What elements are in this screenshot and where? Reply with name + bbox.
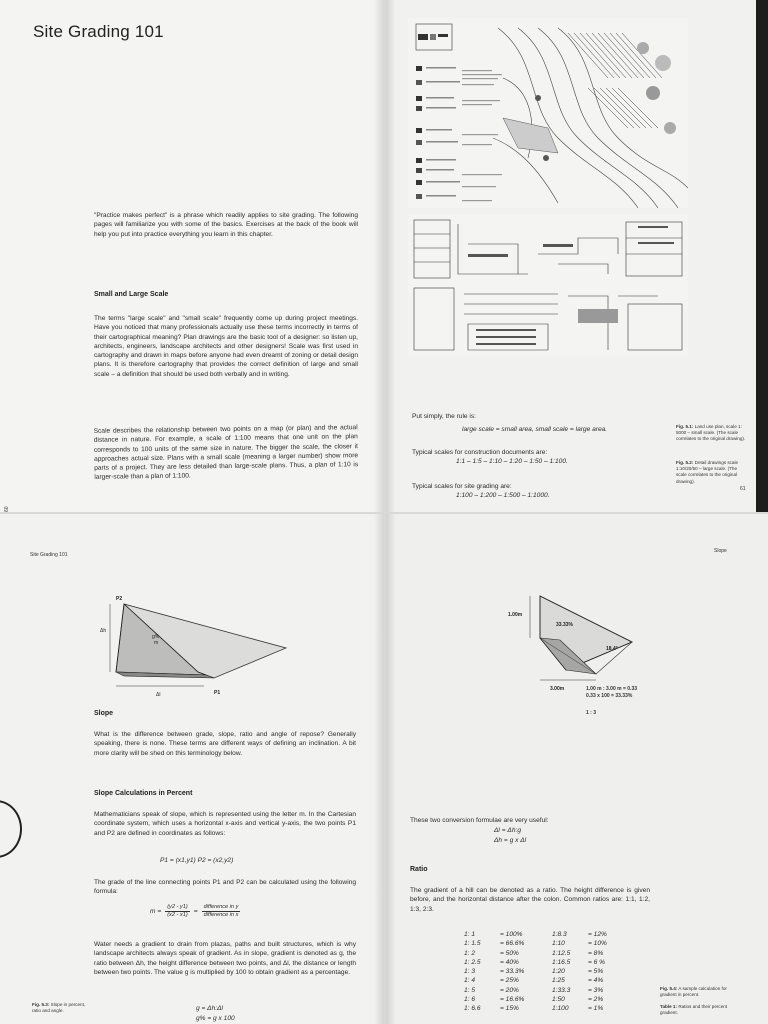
table-row: [552, 939, 647, 948]
caption-fig-5-3: [32, 1002, 90, 1014]
caption-fig-5-3-label: Fig. 5.3:: [32, 1002, 50, 1007]
intro-paragraph: "Practice makes perfect" is a phrase which readily applies to site grading. The following pages will familiarize you with some of the basics. Exercises at the back of the book will help you put into practice everything you learn in this chapter.: [94, 212, 358, 238]
ratio-table-right: [552, 930, 647, 1014]
table-row: [464, 995, 559, 1004]
ratio-cell: 1: 3: [464, 968, 475, 976]
percent-cell: = 25%: [500, 977, 519, 985]
calc-line-2: 0.33 x 100 = 33.33%: [586, 693, 633, 699]
caption-table-1-text: Ratios and their percent gradient.: [660, 1004, 728, 1016]
detail-drawings-figure: [408, 214, 688, 356]
percent-cell: = 16.6%: [500, 996, 525, 1004]
formula-fraction: [165, 904, 190, 919]
conversion-formula-1: Δl = Δh:g: [494, 827, 521, 834]
formula-numerator-words: difference in y: [203, 904, 239, 910]
formula-denominator-words: difference in x: [203, 912, 239, 918]
paragraph-coordinates: Mathematicians speak of slope, which is represented using the letter m. In the Cartesian coordinate system, which uses a horizontal x-axis and vertical y-axis, the two points P1 and P2 are defined in coordinates as follows:: [94, 811, 356, 837]
page-bottom-right: [386, 514, 768, 1024]
land-use-plan-figure: [408, 18, 688, 208]
ratio-cell: 1: 1: [464, 931, 475, 938]
label-angle: 18.4°: [606, 646, 618, 652]
ratio-cell: 1:33.3: [552, 986, 571, 994]
page-number-left: 60: [4, 506, 10, 512]
gutter-shadow: [386, 514, 396, 1024]
caption-fig-5-3-text: Slope in percent, ratio and angle.: [32, 1002, 86, 1014]
table-row: [464, 1004, 559, 1013]
caption-fig-5-4-text: A sample calculation for gradient in percent.: [660, 986, 727, 998]
table-row: [464, 958, 559, 967]
grading-scales-intro: Typical scales for site grading are:: [412, 483, 512, 490]
percent-cell: = 40%: [500, 958, 519, 966]
ratio-cell: 1: 5: [464, 986, 475, 994]
label-g: g%: [152, 634, 160, 640]
label-m: m: [154, 640, 159, 646]
ratio-table-left: [464, 930, 559, 1014]
percent-cell: = 4%: [588, 977, 604, 985]
construction-scales-intro: Typical scales for construction documents are:: [412, 449, 548, 456]
table-row: [552, 930, 647, 939]
paragraph-ratio: The gradient of a hill can be denoted as a ratio. The height difference is given before, and the horizontal distance after the colon. Common ratios are: 1:1, 1:2, 1:3, 2:3.: [410, 887, 650, 913]
ratio-cell: 1:8.3: [552, 931, 567, 938]
table-row: [552, 958, 647, 967]
gradient-formula-1: g = Δh:Δl: [196, 1005, 223, 1012]
table-row: [464, 986, 559, 995]
table-row: [552, 967, 647, 976]
formula-numerator: (y2 - y1): [167, 904, 188, 910]
ratio-cell: 1: 6: [464, 996, 475, 1004]
conversion-formula-2: Δh = g x Δl: [494, 837, 527, 844]
percent-cell: = 5%: [588, 968, 604, 976]
scale-rule: large scale = small area, small scale = large area.: [462, 426, 608, 433]
paragraph-grade: The grade of the line connecting points P1 and P2 can be calculated using the following formula:: [94, 879, 356, 896]
heading-slope: Slope: [94, 710, 114, 717]
ratio-cell: 1: 4: [464, 977, 475, 985]
percent-cell: = 1%: [588, 1005, 604, 1013]
heading-ratio: Ratio: [410, 866, 428, 873]
conversion-intro: These two conversion formulae are very useful:: [410, 817, 549, 824]
table-row: [464, 949, 559, 958]
paragraph-scale-definition: Scale describes the relationship between two points on a map (or plan) and the actual distance in nature. For example, a scale of 1:100 means that one unit on the plan corresponds to 100 units of the same size in nature. The bigger the scale, the closer it approaches actual size. Plans with a small scale (meaning a larger number) show more parts of a project. They are less detailed than large-scale plans. Thus, a plan of 1:10 is larger-scale than a plan of 1:100.: [93, 424, 359, 482]
formula-fraction-words: [202, 904, 241, 919]
paragraph-gradient: Water needs a gradient to drain from plazas, paths and built structures, which is why landscape architects always speak of gradient. As in slope, gradient is denoted as g, the ratio between Δh, the height difference between two points, and Δl, the distance or length between two points. The value g is multiplied by 100 to obtain gradient as a percentage.: [94, 941, 356, 976]
table-row: [464, 967, 559, 976]
ratio-cell: 1:100: [552, 1005, 569, 1013]
gutter-shadow: [386, 0, 396, 512]
label-dh: Δh: [100, 628, 107, 634]
formula-equals: =: [193, 907, 198, 915]
running-head-left: Site Grading 101: [30, 552, 68, 558]
ratio-cell: 1: 6.6: [464, 1005, 481, 1013]
table-row: [552, 949, 647, 958]
formula-m: m =: [150, 907, 162, 915]
label-p2: P2: [116, 596, 123, 602]
label-percent: 33.33%: [556, 622, 573, 628]
caption-fig-5-2-label: Fig. 5.2:: [676, 460, 694, 465]
percent-cell: = 6 %: [588, 958, 606, 966]
caption-table-1: [660, 1004, 732, 1016]
gutter-shadow: [374, 514, 384, 1024]
table-row: [464, 930, 559, 939]
ratio-cell: 1: 2.5: [464, 958, 481, 966]
paragraph-scale-terms: The terms "large scale" and "small scale" frequently come up during project meetings. Have you noticed that many professionals actually use these terms incorrectly in terms of their cartographical meaning? Plan drawings are the basic tool of a designer: so listen up, architects, engineers, landscape architects and other designers! Scale was first used in cartography and drawn in maps before anyone had even dreamt of zoning or detail design plans. It is therefore cartography that provides the correct definition of large and small scale – a definition that should be used both verbally and in writing.: [94, 315, 358, 378]
ratio-cell: 1:12.5: [552, 949, 571, 957]
page-top-right: [386, 0, 768, 512]
caption-fig-5-4: [660, 986, 732, 998]
label-dl: Δl: [156, 692, 161, 698]
paragraph-slope: What is the difference between grade, slope, ratio and angle of repose? Generally speaking, there is none. These terms are different ways of defining an inclination. A bit more clarity will be shed on this terminology below.: [94, 731, 356, 757]
heading-slope-percent: Slope Calculations in Percent: [94, 790, 193, 797]
binding-ring: [0, 800, 22, 858]
percent-cell: = 12%: [588, 931, 607, 938]
slope-formula: [150, 904, 240, 919]
label-p1: P1: [214, 690, 221, 696]
percent-cell: = 50%: [500, 949, 519, 957]
ratio-result: 1 : 3: [586, 710, 597, 716]
grading-scales: 1:100 – 1:200 – 1:500 – 1:1000.: [456, 492, 550, 499]
ratio-cell: 1: 2: [464, 949, 475, 957]
running-head-right: Slope: [714, 548, 727, 554]
percent-cell: = 10%: [588, 940, 607, 948]
table-row: [552, 986, 647, 995]
calc-line-1: 1.00 m : 3.00 m = 0.33: [586, 686, 638, 692]
caption-fig-5-2: [676, 460, 748, 485]
heading-small-large-scale: Small and Large Scale: [94, 291, 169, 298]
table-row: [552, 976, 647, 985]
percent-cell: = 15%: [500, 1005, 519, 1013]
label-height: 1.00m: [508, 612, 523, 618]
percent-cell: = 8%: [588, 949, 604, 957]
ratio-cell: 1:50: [552, 996, 565, 1004]
page-number-right: 61: [740, 486, 746, 492]
table-row: [552, 1004, 647, 1013]
label-length: 3.00m: [550, 686, 565, 692]
rule-intro: Put simply, the rule is:: [412, 413, 477, 420]
formula-denominator: (x2 - x1): [167, 912, 188, 918]
caption-fig-5-2-text: Detail drawings scale 1:10/20/50 – large scale. (The scale correlates to the original drawing).: [676, 460, 739, 484]
percent-cell: = 100%: [500, 931, 523, 938]
page-edge: [756, 0, 768, 512]
table-row: [552, 995, 647, 1004]
percent-cell: = 3%: [588, 986, 604, 994]
ratio-cell: 1:25: [552, 977, 565, 985]
table-row: [464, 976, 559, 985]
slope-diagram: [96, 586, 296, 704]
percent-cell: = 20%: [500, 986, 519, 994]
page-top-left: [0, 0, 384, 512]
points-formula: P1 = (x1,y1) P2 = (x2,y2): [160, 857, 234, 864]
ratio-cell: 1:20: [552, 968, 565, 976]
ratio-cell: 1: 1.5: [464, 940, 481, 948]
caption-fig-5-4-label: Fig. 5.4:: [660, 986, 678, 991]
table-row: [464, 939, 559, 948]
caption-table-1-label: Table 1:: [660, 1004, 678, 1009]
ratio-cell: 1:10: [552, 940, 565, 948]
caption-fig-5-1-label: Fig. 5.1:: [676, 424, 694, 429]
caption-fig-5-1-text: Land use plan, scale 1: 5000 – small scale. (The scale correlates to the original drawing).: [676, 424, 746, 442]
gutter-shadow: [374, 0, 384, 512]
caption-fig-5-1: [676, 424, 748, 443]
construction-scales: 1:1 – 1:5 – 1:10 – 1:20 – 1:50 – 1:100.: [456, 458, 568, 465]
percent-cell: = 33.3%: [500, 968, 525, 976]
ratio-cell: 1:16.5: [552, 958, 571, 966]
percent-cell: = 2%: [588, 996, 604, 1004]
page-bottom-left: [0, 514, 384, 1024]
page-title: Site Grading 101: [33, 22, 164, 41]
gradient-formula-2: g% = g x 100: [196, 1015, 235, 1022]
percent-cell: = 66.6%: [500, 940, 525, 948]
